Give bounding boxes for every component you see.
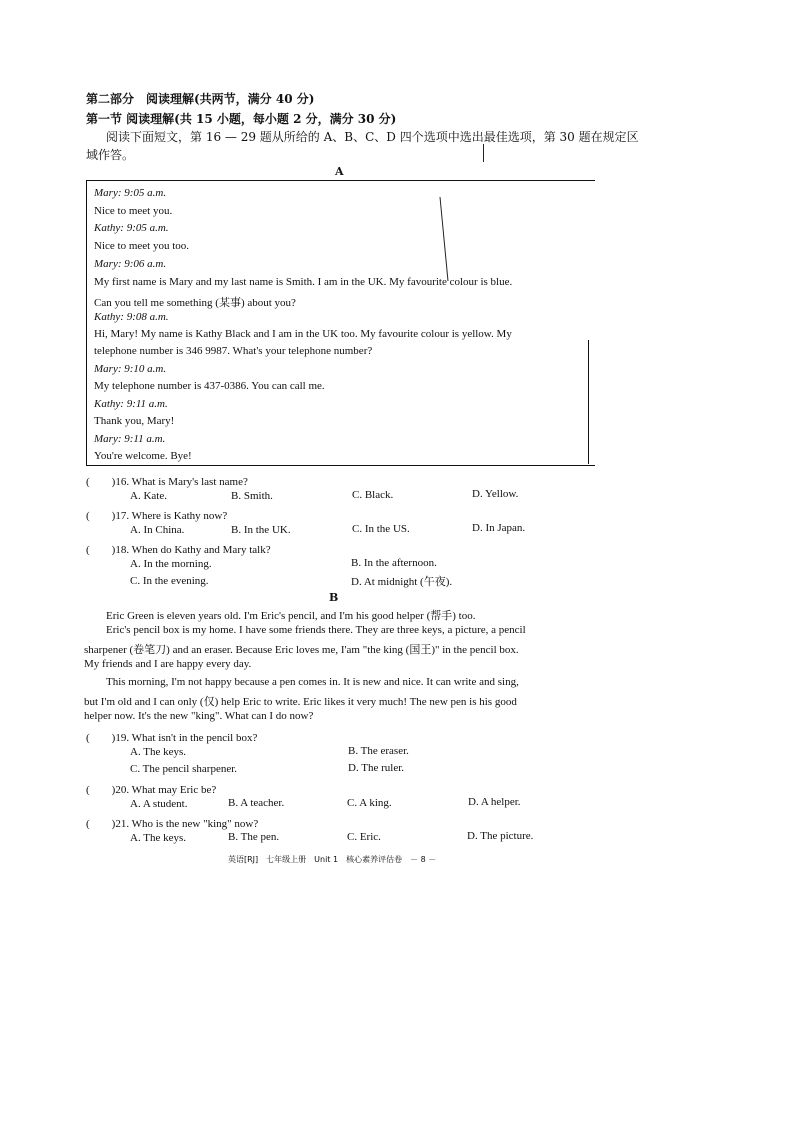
passage-b-line: This morning, I'm not happy because a pen comes in. It is new and nice. It can write and sing, xyxy=(106,676,519,688)
question-18-option-d: D. At midnight (午夜). xyxy=(351,576,453,588)
passage-b-line: Eric's pencil box is my home. I have some friends there. They are three keys, a picture, a pencil xyxy=(106,624,526,636)
question-17-option-b: B. In the UK. xyxy=(231,524,291,536)
question-19-option-b: B. The eraser. xyxy=(348,745,409,757)
subsection-title: 第一节 阅读理解(共 15 小题，每小题 2 分，满分 30 分) xyxy=(86,112,397,126)
instruction-line-2: 域作答。 xyxy=(86,148,135,162)
question-20-option-b: B. A teacher. xyxy=(228,797,285,809)
question-18-option-c: C. In the evening. xyxy=(130,575,209,587)
dialogue-text: telephone number is 346 9987. What's your telephone number? xyxy=(94,345,373,357)
question-21-option-a: A. The keys. xyxy=(130,832,187,844)
question-16-option-b: B. Smith. xyxy=(231,490,273,502)
dialogue-text: My telephone number is 437-0386. You can call me. xyxy=(94,380,325,392)
dialogue-speaker: Mary: 9:10 a.m. xyxy=(94,363,167,375)
question-19-option-c: C. The pencil sharpener. xyxy=(130,763,238,775)
question-16-option-d: D. Yellow. xyxy=(472,488,519,500)
dialogue-box xyxy=(86,180,595,466)
dialogue-text: Can you tell me something (某事) about you? xyxy=(94,297,296,309)
page-footer: 英语[RJ] 七年级上册 Unit 1 核心素养评估卷 － 8 － xyxy=(228,855,437,864)
passage-b-line: helper now. It's the new "king". What can I do now? xyxy=(84,710,314,722)
passage-b-line: sharpener (卷笔刀) and an eraser. Because Eric loves me, I'am "the king (国王)" in the pencil box. xyxy=(84,644,519,656)
section-title: 第二部分 阅读理解(共两节，满分 40 分) xyxy=(86,92,315,106)
dialogue-speaker: Kathy: 9:05 a.m. xyxy=(94,222,169,234)
question-18-stem: ( )18. When do Kathy and Mary talk? xyxy=(86,544,271,556)
dialogue-speaker: Mary: 9:11 a.m. xyxy=(94,433,166,445)
passage-b-label: B xyxy=(329,591,339,604)
question-20-option-d: D. A helper. xyxy=(468,796,521,808)
question-19-option-d: D. The ruler. xyxy=(348,762,405,774)
scan-mark xyxy=(483,144,484,162)
question-21-option-b: B. The pen. xyxy=(228,831,280,843)
passage-b-line: but I'm old and I can only (仅) help Eric to write. Eric likes it very much! The new pen is his good xyxy=(84,696,517,708)
dialogue-speaker: Kathy: 9:08 a.m. xyxy=(94,311,169,323)
question-21-option-c: C. Eric. xyxy=(347,831,381,843)
question-20-stem: ( )20. What may Eric be? xyxy=(86,784,217,796)
scan-stroke xyxy=(430,195,450,285)
question-19-option-a: A. The keys. xyxy=(130,746,187,758)
question-17-stem: ( )17. Where is Kathy now? xyxy=(86,510,228,522)
dialogue-speaker: Kathy: 9:11 a.m. xyxy=(94,398,168,410)
dialogue-text: Nice to meet you too. xyxy=(94,240,190,252)
question-17-option-a: A. In China. xyxy=(130,524,185,536)
question-20-option-c: C. A king. xyxy=(347,797,392,809)
question-16-option-a: A. Kate. xyxy=(130,490,167,502)
dialogue-text: Hi, Mary! My name is Kathy Black and I am in the UK too. My favourite colour is yellow. My xyxy=(94,328,512,340)
dialogue-box-right-border xyxy=(588,340,589,464)
dialogue-text: Nice to meet you. xyxy=(94,205,173,217)
passage-b-line: Eric Green is eleven years old. I'm Eric's pencil, and I'm his good helper (帮手) too. xyxy=(106,610,476,622)
dialogue-speaker: Mary: 9:06 a.m. xyxy=(94,258,167,270)
question-17-option-d: D. In Japan. xyxy=(472,522,526,534)
passage-b-line: My friends and I are happy every day. xyxy=(84,658,252,670)
question-20-option-a: A. A student. xyxy=(130,798,188,810)
question-21-stem: ( )21. Who is the new "king" now? xyxy=(86,818,259,830)
dialogue-text: You're welcome. Bye! xyxy=(94,450,192,462)
question-18-option-b: B. In the afternoon. xyxy=(351,557,437,569)
question-17-option-c: C. In the US. xyxy=(352,523,410,535)
question-16-stem: ( )16. What is Mary's last name? xyxy=(86,476,248,488)
question-16-option-c: C. Black. xyxy=(352,489,394,501)
dialogue-text: My first name is Mary and my last name is Smith. I am in the UK. My favourite colour is blue. xyxy=(94,276,513,288)
question-19-stem: ( )19. What isn't in the pencil box? xyxy=(86,732,258,744)
question-18-option-a: A. In the morning. xyxy=(130,558,212,570)
dialogue-text: Thank you, Mary! xyxy=(94,415,175,427)
instruction-line-1: 阅读下面短文，第 16 — 29 题从所给的 A、B、C、D 四个选项中选出最佳选项，第 30 题在规定区 xyxy=(106,130,639,144)
dialogue-speaker: Mary: 9:05 a.m. xyxy=(94,187,167,199)
passage-a-label: A xyxy=(335,165,344,178)
question-21-option-d: D. The picture. xyxy=(467,830,534,842)
